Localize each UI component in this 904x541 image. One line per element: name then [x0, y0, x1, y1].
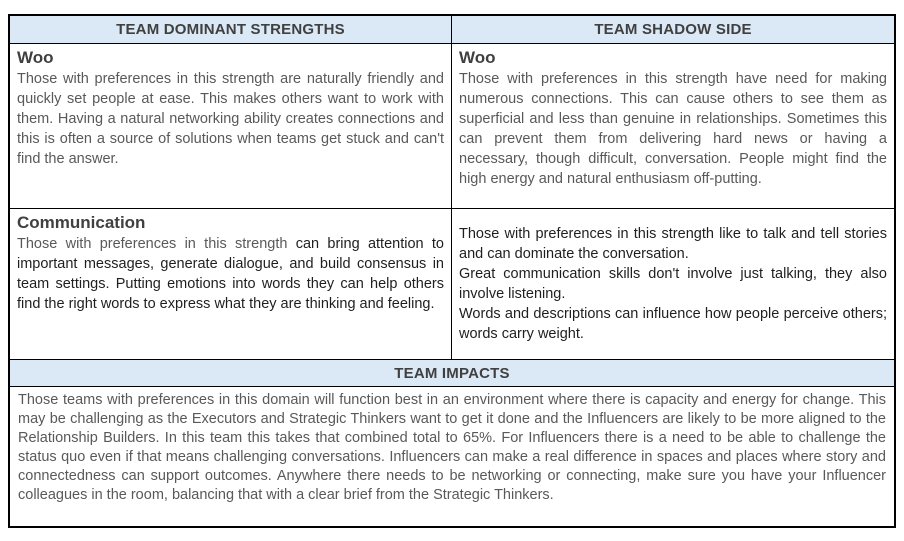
- communication-shadow-line-1: Those with preferences in this strength like to talk and tell stories and can dominate the conversation.: [459, 225, 887, 262]
- cell-communication-strengths: [10, 209, 452, 360]
- communication-strengths-body: [17, 234, 444, 314]
- header-shadow-side: TEAM SHADOW SIDE: [452, 16, 894, 44]
- cell-team-impacts: Those teams with preferences in this domain will function best in an environment where there is capacity and energy for change. This may be challenging as the Executors and Strategic Thinkers want to get it done and the Influencers are likely to be more aligned to the Relationship Builders. In this team this takes that combined total to 65%. For Influencers there is a need to be able to challenge the status quo even if that means challenging conversations. Influencers can make a real difference in spaces and places where story and connectedness can support outcomes. Anywhere there needs to be networking or connecting, make sure you have your Influencer colleagues in the room, balancing that with a clear brief from the Strategic Thinkers.: [18, 392, 886, 503]
- header-team-impacts: TEAM IMPACTS: [10, 360, 894, 387]
- woo-strengths-body: Those with preferences in this strength are naturally friendly and quickly set people at ease. This makes others want to work with them. Having a natural networking ability creates connections and this is often a source of solutions when teams get stuck and can't find the answer.: [17, 71, 444, 167]
- communication-shadow-line-2: Great communication skills don't involve just talking, they also involve listening.: [459, 265, 887, 302]
- cell-communication-shadow: [452, 209, 894, 360]
- header-dominant-strengths: TEAM DOMINANT STRENGTHS: [10, 16, 452, 44]
- cell-woo-strengths: [10, 44, 452, 209]
- communication-body-rest: can bring attention to important messages, generate dialogue, and build consensus in team settings. Putting emotions into words they can help others find the right words to express what they are thinking and feeling.: [17, 236, 444, 312]
- woo-strengths-title: Woo: [17, 48, 54, 67]
- cell-woo-shadow: [452, 44, 894, 209]
- woo-shadow-title: Woo: [459, 48, 496, 67]
- woo-shadow-body: Those with preferences in this strength have need for making numerous connections. This can cause others to see them as superficial and less than genuine in relationships. Sometimes this can prevent them from delivering hard news or having a necessary, though difficult, conversation. People might find the high energy and natural enthusiasm off-putting.: [459, 71, 887, 187]
- communication-strengths-title: Communication: [17, 213, 146, 232]
- communication-body-lead: Those with preferences in this strength: [17, 236, 296, 252]
- communication-shadow-line-3: Words and descriptions can influence how people perceive others; words carry weight.: [459, 305, 887, 342]
- strengths-table: [8, 14, 896, 528]
